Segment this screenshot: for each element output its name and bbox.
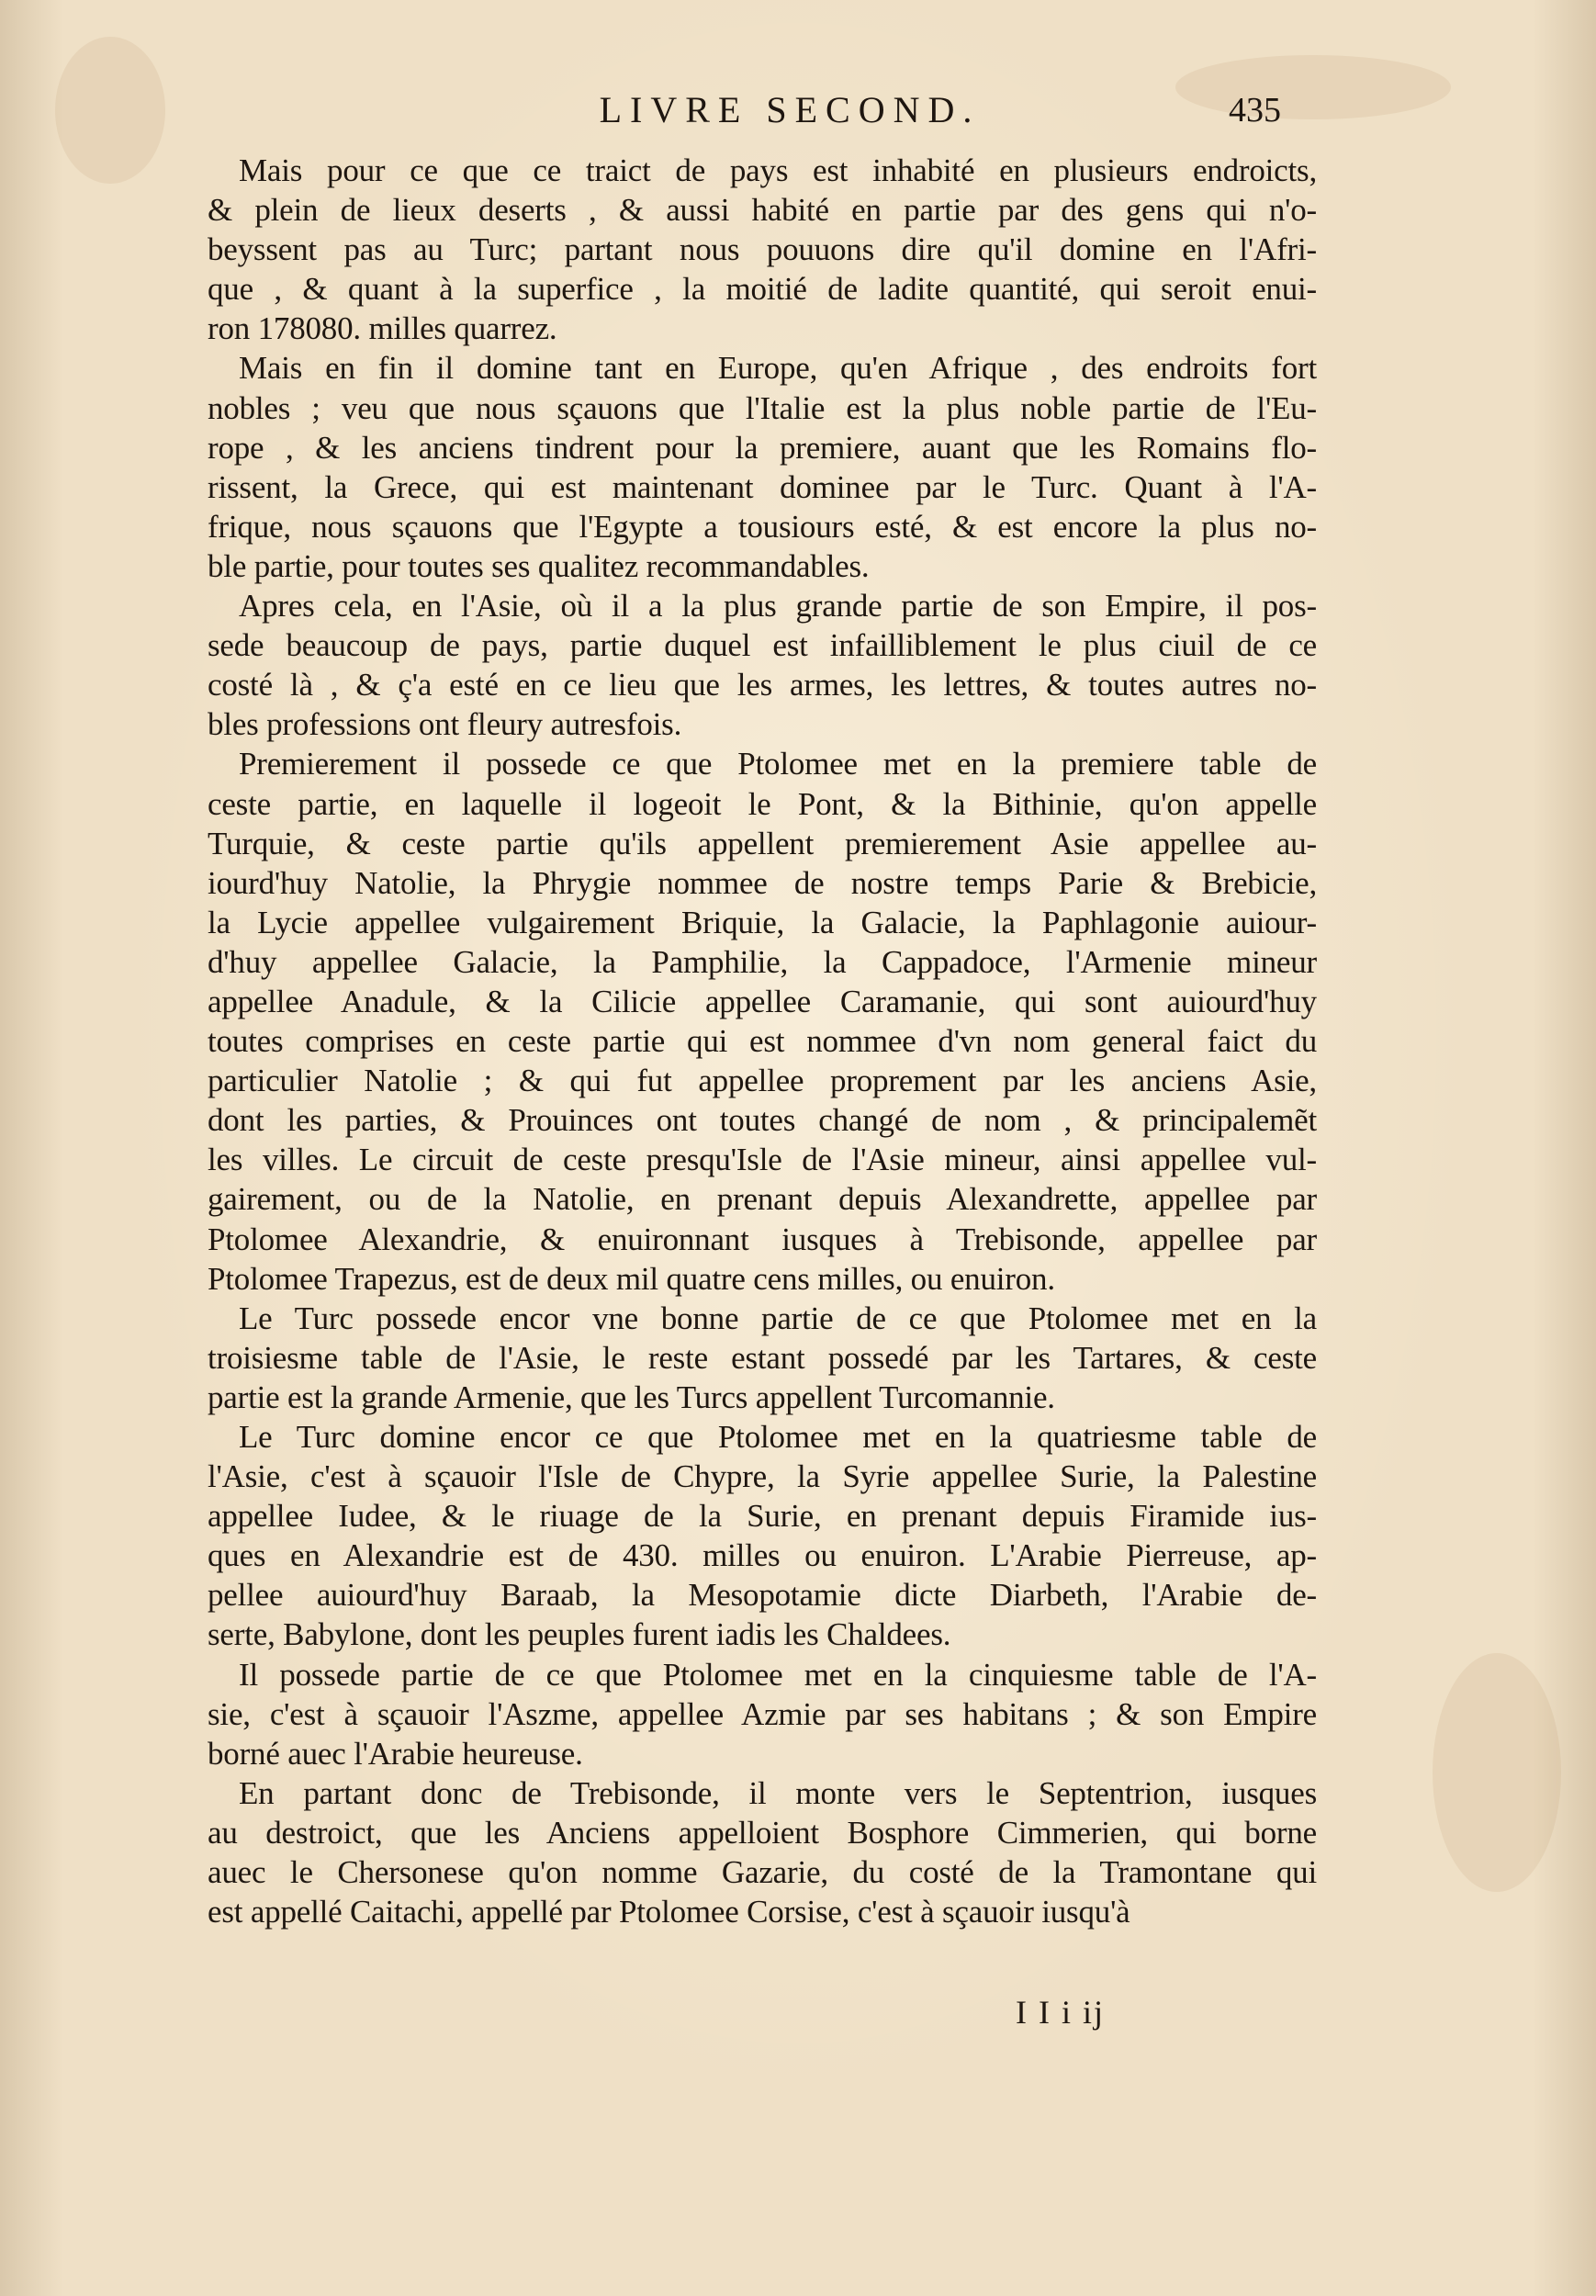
paragraph — [208, 1299, 1317, 1417]
text-line: est appellé Caitachi, appellé par Ptolomee Corsise, c'est à sçauoir iusqu'à — [208, 1894, 1130, 1930]
text-line: troisiesme table de l'Asie, le reste estant possedé par les Tartares, & ceste — [208, 1339, 1317, 1376]
text-line: sede beaucoup de pays, partie duquel est infailliblement le plus ciuil de ce — [208, 627, 1317, 664]
text-line: particulier Natolie ; & qui fut appellee proprement par les anciens Asie, — [208, 1063, 1317, 1099]
text-line: beyssent pas au Turc; partant nous pouuons dire qu'il domine en l'Afri- — [208, 231, 1317, 268]
signature-mark: I I i ij — [1016, 1994, 1105, 2031]
body-text — [208, 151, 1317, 1931]
running-head: LIVRE SECOND. — [599, 89, 981, 130]
text-line: appellee Iudee, & le riuage de la Surie, en prenant depuis Firamide ius- — [208, 1498, 1317, 1535]
text-line: Mais pour ce que ce traict de pays est inhabité en plusieurs endroicts, — [239, 152, 1317, 188]
text-line: Mais en fin il domine tant en Europe, qu'en Afrique , des endroits fort — [239, 350, 1317, 387]
text-line: les villes. Le circuit de ceste presqu'Isle de l'Asie mineur, ainsi appellee vul- — [208, 1142, 1317, 1178]
text-line: gairement, ou de la Natolie, en prenant depuis Alexandrette, appellee par — [208, 1181, 1317, 1218]
text-line: Turquie, & ceste partie qu'ils appellent premierement Asie appellee au- — [208, 825, 1317, 861]
paragraph — [208, 744, 1317, 1298]
text-line: En partant donc de Trebisonde, il monte vers le Septentrion, iusques — [239, 1774, 1317, 1811]
text-line: l'Asie, c'est à sçauoir l'Isle de Chypre, la Syrie appellee Surie, la Palestine — [208, 1458, 1317, 1495]
paragraph — [208, 1655, 1317, 1773]
paragraph — [208, 1773, 1317, 1931]
text-line: partie est la grande Armenie, que les Turcs appellent Turcomannie. — [208, 1379, 1055, 1415]
text-line: d'huy appellee Galacie, la Pamphilie, la Cappadoce, l'Armenie mineur — [208, 943, 1317, 980]
page-header — [0, 88, 1596, 143]
text-line: toutes comprises en ceste partie qui est nommee d'vn nom general faict du — [208, 1023, 1317, 1060]
text-line: nobles ; veu que nous sçauons que l'Italie est la plus noble partie de l'Eu- — [208, 389, 1317, 426]
text-line: Ptolomee Trapezus, est de deux mil quatre cens milles, ou enuiron. — [208, 1260, 1055, 1297]
text-line: Apres cela, en l'Asie, où il a la plus grande partie de son Empire, il pos- — [239, 588, 1317, 625]
paper-stain — [1433, 1653, 1561, 1892]
text-line: costé là , & ç'a esté en ce lieu que les armes, les lettres, & toutes autres no- — [208, 667, 1317, 703]
text-line: auec le Chersonese qu'on nomme Gazarie, du costé de la Tramontane qui — [208, 1854, 1317, 1891]
text-line: & plein de lieux deserts , & aussi habité en partie par des gens qui n'o- — [208, 192, 1317, 229]
text-line: rissent, la Grece, qui est maintenant dominee par le Turc. Quant à l'A- — [208, 468, 1317, 505]
text-line: Il possede partie de ce que Ptolomee met en la cinquiesme table de l'A- — [239, 1656, 1317, 1693]
text-line: iourd'huy Natolie, la Phrygie nommee de nostre temps Parie & Brebicie, — [208, 864, 1317, 901]
text-line: bles professions ont fleury autresfois. — [208, 706, 682, 743]
text-line: frique, nous sçauons que l'Egypte a tousiours esté, & est encore la plus no- — [208, 508, 1317, 545]
text-line: que , & quant à la superfice , la moitié de ladite quantité, qui seroit enui- — [208, 271, 1317, 308]
text-line: dont les parties, & Prouinces ont toutes changé de nom , & principalemẽt — [208, 1102, 1317, 1139]
text-line: ble partie, pour toutes ses qualitez recommandables. — [208, 547, 870, 584]
text-line: Le Turc domine encor ce que Ptolomee met en la quatriesme table de — [239, 1419, 1317, 1455]
text-line: ques en Alexandrie est de 430. milles ou enuiron. L'Arabie Pierreuse, ap- — [208, 1537, 1317, 1574]
paragraph — [208, 1417, 1317, 1655]
text-line: la Lycie appellee vulgairement Briquie, la Galacie, la Paphlagonie auiour- — [208, 904, 1317, 940]
text-line: serte, Babylone, dont les peuples furent iadis les Chaldees. — [208, 1616, 951, 1653]
text-line: ron 178080. milles quarrez. — [208, 310, 557, 347]
text-line: rope , & les anciens tindrent pour la premiere, auant que les Romains flo- — [208, 429, 1317, 466]
paragraph — [208, 586, 1317, 744]
text-line: Premierement il possede ce que Ptolomee met en la premiere table de — [239, 746, 1317, 782]
text-line: au destroict, que les Anciens appelloient Bosphore Cimmerien, qui borne — [208, 1814, 1317, 1851]
page-number: 435 — [1229, 91, 1281, 129]
text-line: appellee Anadule, & la Cilicie appellee Caramanie, qui sont auiourd'huy — [208, 983, 1317, 1019]
text-line: pellee auiourd'huy Baraab, la Mesopotamie dicte Diarbeth, l'Arabie de- — [208, 1577, 1317, 1614]
paragraph — [208, 348, 1317, 586]
text-line: sie, c'est à sçauoir l'Aszme, appellee Azmie par ses habitans ; & son Empire — [208, 1695, 1317, 1732]
text-line: Ptolomee Alexandrie, & enuironnant iusques à Trebisonde, appellee par — [208, 1221, 1317, 1257]
text-line: Le Turc possede encor vne bonne partie de ce que Ptolomee met en la — [239, 1300, 1317, 1336]
text-line: ceste partie, en laquelle il logeoit le Pont, & la Bithinie, qu'on appelle — [208, 785, 1317, 822]
paragraph — [208, 151, 1317, 348]
text-line: borné auec l'Arabie heureuse. — [208, 1735, 583, 1772]
